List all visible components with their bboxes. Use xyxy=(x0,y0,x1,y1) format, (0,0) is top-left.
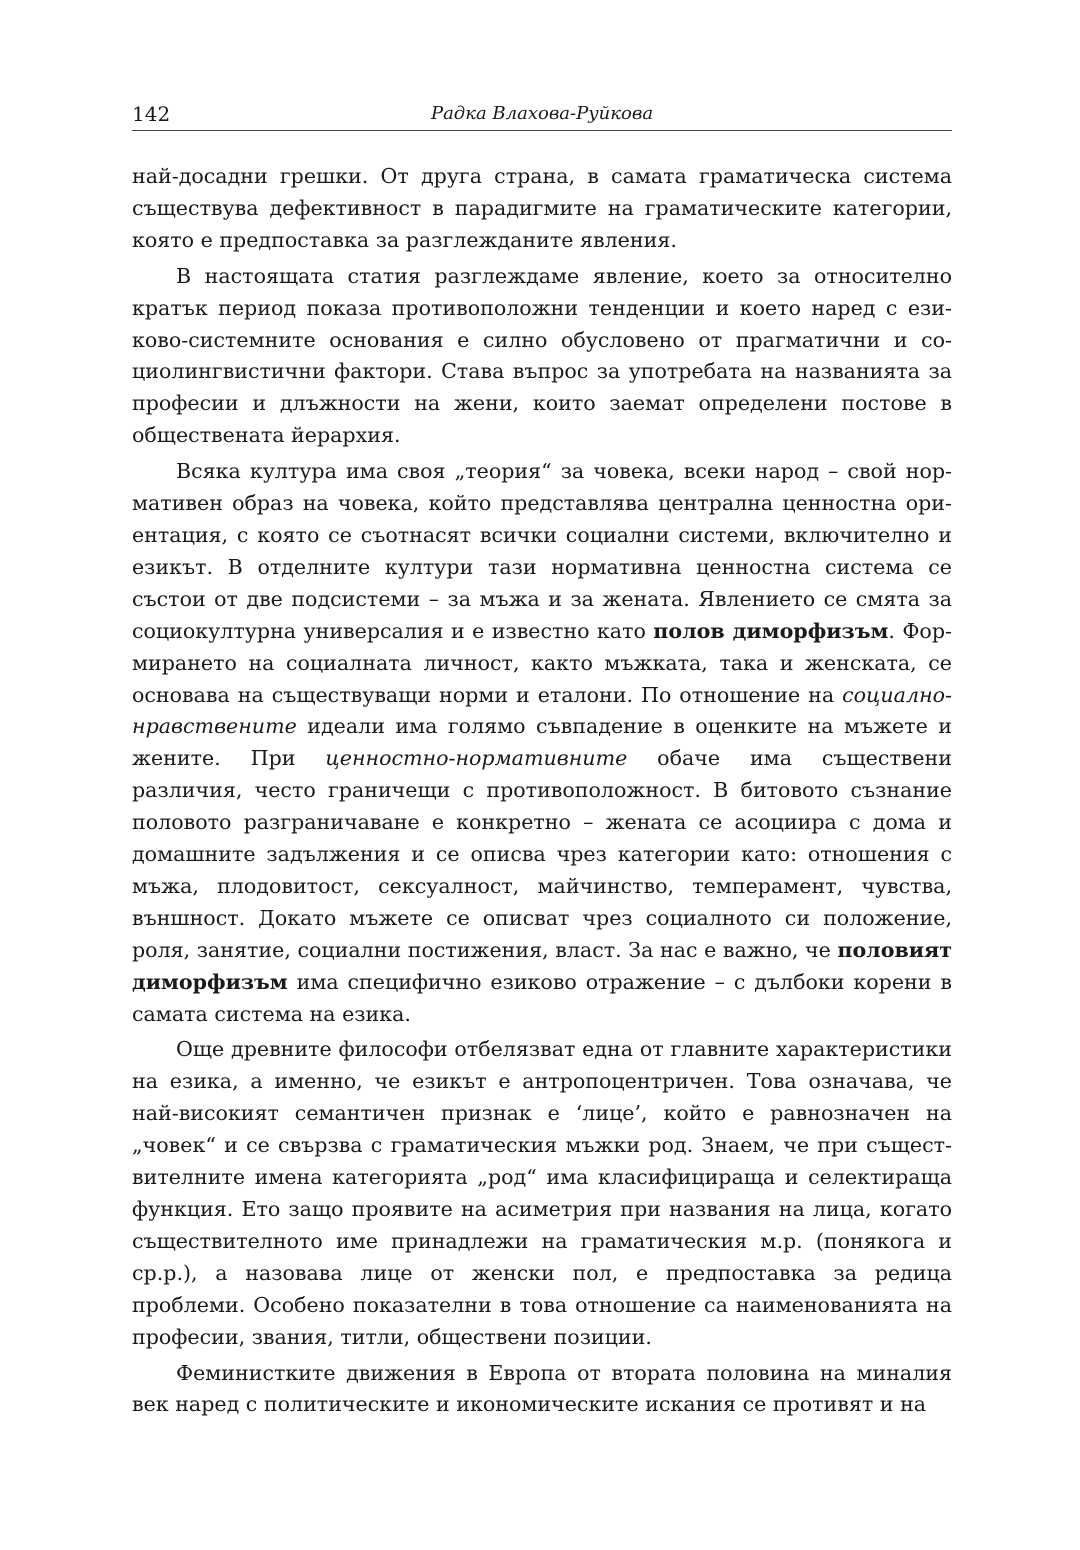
text-run: . Формирането на социалната личност, както мъжката, така и женската, се основава на съществуващи норми и еталони. По отношение на xyxy=(132,618,952,707)
italic-term: социално-нравствените xyxy=(132,682,952,739)
paragraph xyxy=(132,1034,952,1353)
text-run: обаче има съществени различия, често граничещи с противоположност. В битовото съзнание половото разграничаване е конкретно – жената се асоциира с дома и домашните задължения и се описва чрез категории като: отношения с мъжа, плодовитост, сексуалност, майчинство, темперамент, чувства, външност. Докато мъжете се описват чрез социалното си положение, роля, занятие, социални постижения, власт. За нас е важно, че xyxy=(132,746,953,962)
page-number: 142 xyxy=(132,102,171,126)
paragraph xyxy=(132,161,952,257)
running-head-author: Радка Влахова-Руйкова xyxy=(430,103,654,124)
text-run: Още древните философи отбелязват една от главните характеристики на езика, а именно, че езикът е антропоцентричен. Това означава, че най-високият семантичен признак е ‘лице’, който е равнозначен на „човек“ и се свързва с граматическия мъжки род. Знаем, че при съществителните имена категорията „род“ има класифицираща и селектираща функция. Ето защо проявите на асиметрия при названия на лица, когато съществителното име принадлежи на граматическия м.р. (понякога и ср.р.), а назовава лице от женски пол, е предпоставка за редица проблеми. Особено показателни в това отношение са наименованията на професии, звания, титли, обществени позиции. xyxy=(132,1037,952,1349)
text-run: Всяка култура има своя „теория“ за човека, всеки народ – свой нормативен образ на човека, който представлява централна ценностна ориентация, с която се съотнасят всички социални системи, включително и езикът. В отделните култури тази нормативна ценностна система се състои от две подсистеми – за мъжа и за жената. Явлението се смята за социокултурна универсалия и е известно като xyxy=(132,459,952,643)
text-run: В настоящата статия разглеждаме явление, което за относително кратък период показа противоположни тенденции и което наред с езиково-системните основания е силно обусловено от прагматични и социолингвистични фактори. Става въпрос за употребата на названията за професии и длъжности на жени, които заемат определени постове в обществената йерархия. xyxy=(132,263,952,448)
text-run: Феминистките движения в Европа от втората половина на миналия век наред с политическите и икономическите искания се противят и на xyxy=(132,1360,952,1417)
paragraph xyxy=(132,456,952,1030)
text-run: има специфично езиково отражение – с дълбоки корени в самата система на езика. xyxy=(132,969,952,1026)
text-run: най-досадни грешки. От друга страна, в самата граматическа система съществува дефективност в парадигмите на граматическите категории, която е предпоставка за разглежданите явления. xyxy=(132,164,952,252)
italic-term: ценностно-нормативните xyxy=(325,746,628,771)
book-page xyxy=(132,96,952,1421)
body-text xyxy=(132,161,952,1421)
bold-term: половият диморфизъм xyxy=(132,937,952,994)
paragraph xyxy=(132,1358,952,1422)
text-run: идеали има голямо съвпадение в оценките на мъжете и жените. При xyxy=(132,714,952,771)
bold-term: полов диморфизъм xyxy=(653,618,889,643)
paragraph xyxy=(132,261,952,452)
page-header xyxy=(132,96,952,131)
